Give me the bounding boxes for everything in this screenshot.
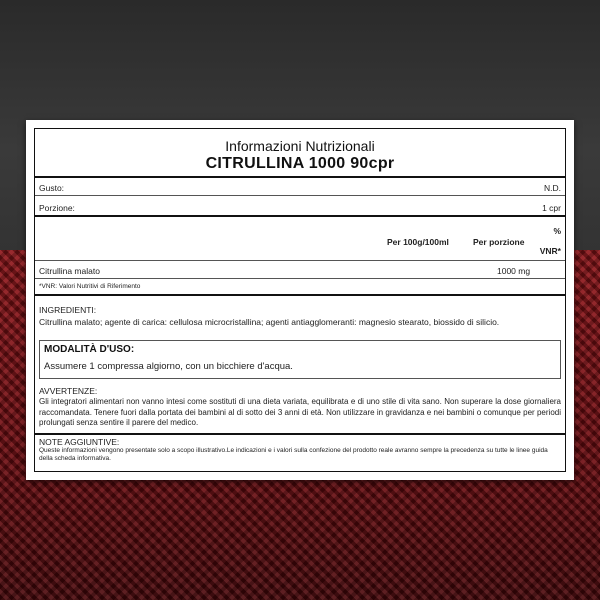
porzione-row xyxy=(39,203,561,213)
col-per-serving: Per porzione xyxy=(473,237,525,247)
notes-heading: NOTE AGGIUNTIVE: xyxy=(39,437,120,447)
gusto-row xyxy=(39,183,561,193)
label-frame xyxy=(34,128,566,472)
ingredients-text: Citrullina malato; agente di carica: cellulosa microcristallina; agenti antiagglomeranti: magnesio stearato, biossido di silicio. xyxy=(39,317,500,327)
col-per-100g: Per 100g/100ml xyxy=(387,237,449,247)
divider xyxy=(35,278,565,279)
nutrition-label xyxy=(26,120,574,480)
divider xyxy=(35,215,565,217)
nutrient-name: Citrullina malato xyxy=(39,266,100,276)
usage-box xyxy=(39,340,561,379)
nutrient-per-serving: 1000 mg xyxy=(497,266,531,276)
porzione-value: 1 cpr xyxy=(542,203,561,213)
label-title: Informazioni Nutrizionali xyxy=(225,138,375,154)
divider xyxy=(35,195,565,196)
gusto-label: Gusto: xyxy=(39,183,65,193)
divider xyxy=(35,294,565,296)
porzione-label: Porzione: xyxy=(39,203,75,213)
product-name: CITRULLINA 1000 90cpr xyxy=(205,155,395,172)
usage-text: Assumere 1 compressa algiorno, con un bicchiere d'acqua. xyxy=(44,361,293,372)
gusto-value: N.D. xyxy=(544,183,561,193)
divider xyxy=(35,433,565,435)
ingredients-heading: INGREDIENTI: xyxy=(39,305,97,315)
divider xyxy=(35,260,565,261)
col-vnr-percent: % xyxy=(553,226,561,236)
warnings-heading: AVVERTENZE: xyxy=(39,386,98,396)
divider xyxy=(35,176,565,178)
col-vnr-label: VNR* xyxy=(539,246,561,256)
warnings-text: Gli integratori alimentari non vanno intesi come sostituti di una dieta variata, equilibrata e di uno stile di vita sano. Non superare la dose giornaliera raccomandata. Tenere fuori dalla portata dei bambini al di sotto dei 3 anni di età. Non utilizzare in gravidanza e nei bambini o comunque per periodi prolungati senza sentire il parere del medico. xyxy=(39,397,561,427)
table-row xyxy=(39,266,561,276)
notes-text: Queste informazioni vengono presentate solo a scopo illustrativo.Le indicazioni e i valori sulla confezione del prodotto reale avranno sempre la precedenza su tutte le linee guida della scheda informativa. xyxy=(39,447,548,463)
usage-heading: MODALITÀ D'USO: xyxy=(44,344,135,355)
vnr-footnote: *VNR: Valori Nutritivi di Riferimento xyxy=(39,283,141,290)
